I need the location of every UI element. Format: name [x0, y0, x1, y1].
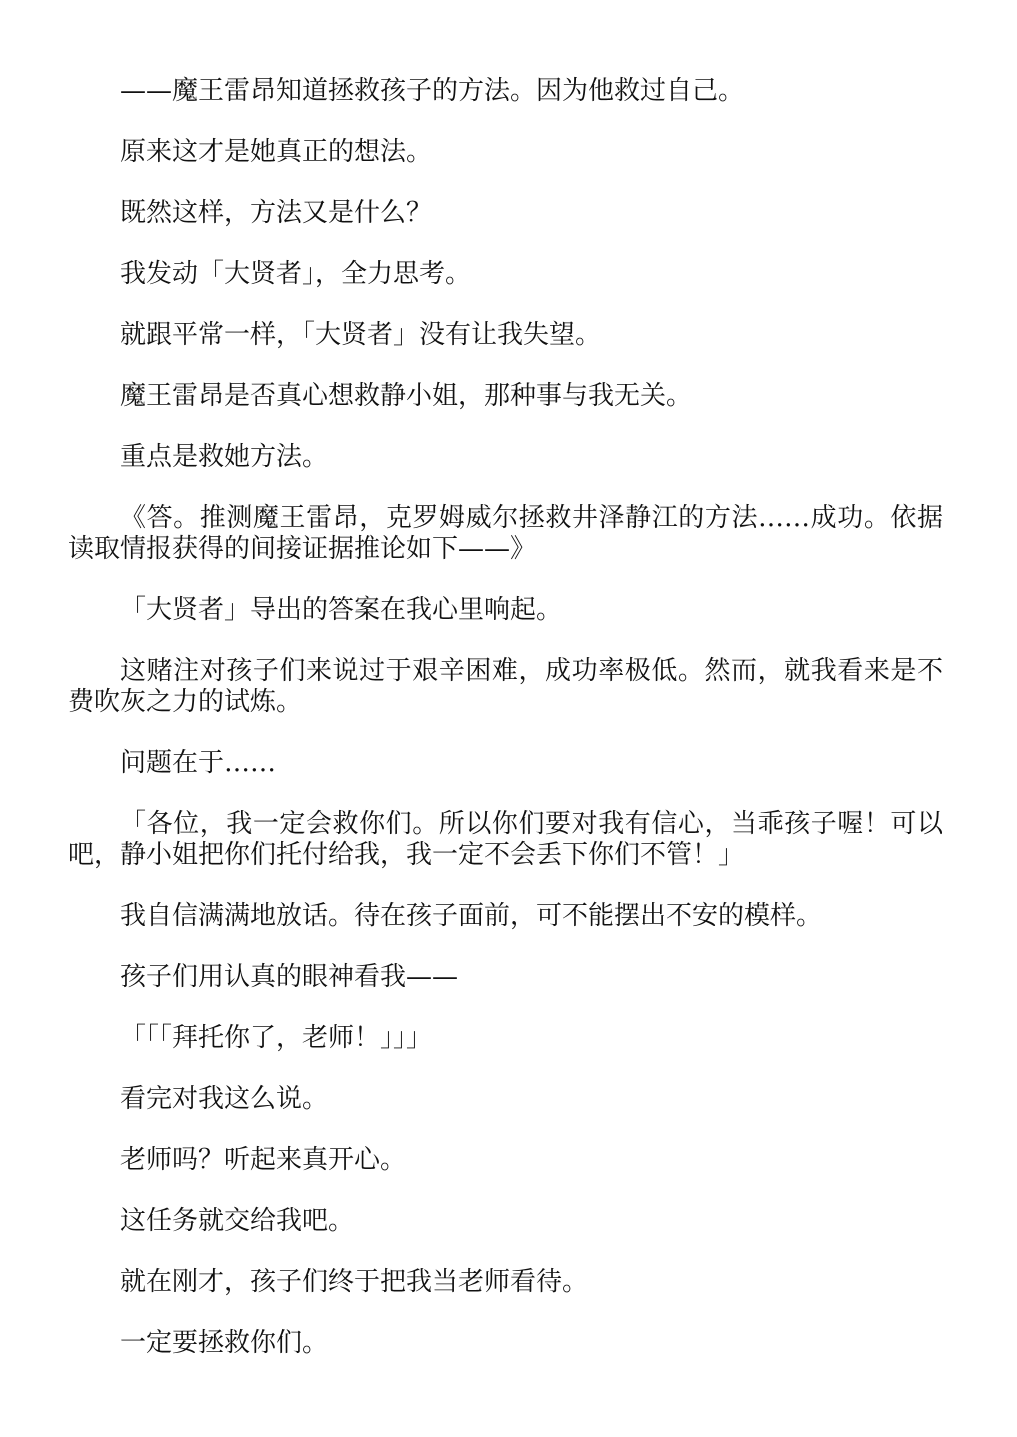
paragraph: 「各位，我一定会救你们。所以你们要对我有信心，当乖孩子喔！可以吧，静小姐把你们托付给我，我一定不会丢下你们不管！」 [68, 809, 943, 870]
paragraph: 孩子们用认真的眼神看我—— [120, 962, 459, 992]
paragraph: 就在刚才，孩子们终于把我当老师看待。 [120, 1267, 589, 1297]
paragraph: 既然这样，方法又是什么？ [120, 198, 433, 228]
paragraph: 我自信满满地放话。待在孩子面前，可不能摆出不安的模样。 [120, 901, 823, 931]
paragraph: 「大贤者」导出的答案在我心里响起。 [120, 595, 563, 625]
paragraph: 原来这才是她真正的想法。 [120, 137, 433, 167]
paragraph: 这任务就交给我吧。 [120, 1206, 355, 1236]
paragraph: ——魔王雷昂知道拯救孩子的方法。因为他救过自己。 [120, 76, 745, 106]
paragraph: 问题在于…… [120, 748, 277, 778]
paragraph: 一定要拯救你们。 [120, 1328, 329, 1358]
paragraph: 魔王雷昂是否真心想救静小姐，那种事与我无关。 [120, 381, 693, 411]
paragraph: 就跟平常一样，「大贤者」没有让我失望。 [120, 320, 602, 350]
paragraph: 重点是救她方法。 [120, 442, 329, 472]
paragraph: 这赌注对孩子们来说过于艰辛困难，成功率极低。然而，就我看来是不费吹灰之力的试炼。 [68, 656, 943, 717]
paragraph: 《答。推测魔王雷昂，克罗姆威尔拯救井泽静江的方法……成功。依据读取情报获得的间接证据推论如下——》 [68, 503, 943, 564]
paragraph: 我发动「大贤者」，全力思考。 [120, 259, 472, 289]
paragraph: 看完对我这么说。 [120, 1084, 329, 1114]
paragraph: 「「「拜托你了，老师！」」」 [120, 1023, 433, 1053]
document-page [68, 76, 943, 1389]
paragraph: 老师吗？听起来真开心。 [120, 1145, 407, 1175]
